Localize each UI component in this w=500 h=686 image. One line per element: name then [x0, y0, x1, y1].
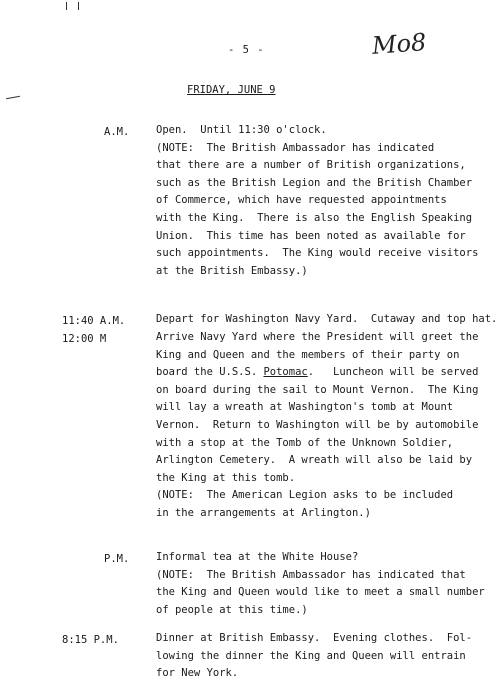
- text-line: (NOTE: The British Ambassador has indicated: [156, 141, 435, 154]
- scan-mark: [78, 2, 79, 10]
- text-line: Open. Until 11:30 o'clock.: [156, 124, 327, 136]
- text-line: King and Queen and the members of their party on: [156, 348, 460, 361]
- page-heading: FRIDAY, JUNE 9: [187, 84, 276, 96]
- text-line: such as the British Legion and the British Chamber: [156, 176, 473, 189]
- entry-text: [156, 329, 478, 523]
- entry-time: 12:00 M: [62, 333, 107, 345]
- text-line: in the arrangements at Arlington.): [156, 506, 371, 519]
- text-line: Union. This time has been noted as available for: [156, 229, 466, 242]
- text-line: [156, 364, 478, 382]
- entry-time: A.M.: [104, 126, 130, 138]
- entry-text: [156, 549, 485, 619]
- text-line: of Commerce, which have requested appointments: [156, 194, 447, 207]
- text-line: Informal tea at the White House?: [156, 551, 359, 563]
- entry-text: [156, 122, 478, 280]
- text-line: lowing the dinner the King and Queen will entrain: [156, 649, 466, 662]
- text-line: Vernon. Return to Washington will be by automobile: [156, 418, 479, 431]
- text-line: will lay a wreath at Washington's tomb at Mount: [156, 401, 454, 414]
- text-line: on board during the sail to Mount Vernon. The King: [156, 383, 479, 396]
- text-line: for New York.: [156, 667, 239, 680]
- text-line: the King and Queen would like to meet a small number: [156, 586, 485, 599]
- text-line: with the King. There is also the English Speaking: [156, 211, 473, 224]
- ship-name: Potomac: [263, 366, 308, 379]
- text-segment: . Luncheon will be served: [307, 366, 479, 379]
- text-line: the King at this tomb.: [156, 471, 296, 484]
- text-line: at the British Embassy.): [156, 264, 308, 277]
- text-line: with a stop at the Tomb of the Unknown Soldier,: [156, 436, 454, 449]
- scan-mark: [66, 2, 67, 10]
- handwritten-annotation: Mo8: [371, 28, 428, 60]
- entry-time: P.M.: [104, 553, 130, 565]
- text-line: (NOTE: The American Legion asks to be included: [156, 489, 454, 502]
- page-number: - 5 -: [228, 44, 265, 56]
- entry-time: 11:40 A.M.: [62, 315, 126, 327]
- text-line: such appointments. The King would receive visitors: [156, 247, 479, 260]
- text-line: Depart for Washington Navy Yard. Cutaway and top hat.: [156, 313, 498, 325]
- entry-time: 8:15 P.M.: [62, 634, 119, 646]
- text-line: Dinner at British Embassy. Evening clothes. Fol-: [156, 632, 473, 644]
- text-line: that there are a number of British organizations,: [156, 159, 466, 172]
- entry-text: [156, 311, 497, 329]
- text-line: Arlington Cemetery. A wreath will also be laid by: [156, 454, 473, 467]
- text-segment: board the U.S.S.: [156, 366, 264, 379]
- scan-mark: [6, 96, 20, 99]
- entry-text: [156, 630, 472, 683]
- text-line: of people at this time.): [156, 603, 308, 616]
- text-line: (NOTE: The British Ambassador has indicated that: [156, 568, 466, 581]
- text-line: Arrive Navy Yard where the President will greet the: [156, 331, 479, 343]
